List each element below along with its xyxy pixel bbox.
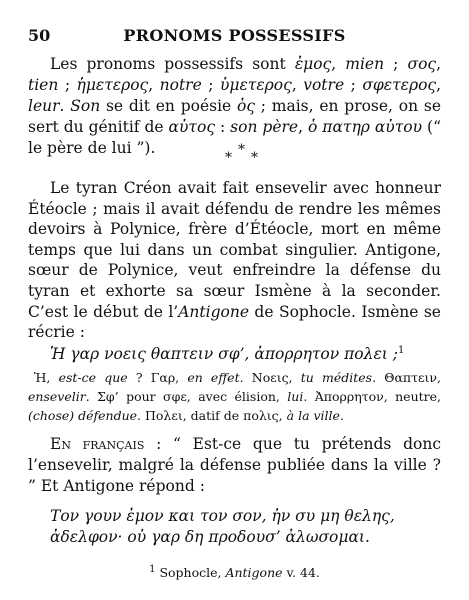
note-text: . Σφ’ pour σφε, avec élision,	[85, 389, 288, 404]
note-text: . Πολει, datif de πολις,	[137, 408, 287, 423]
french-gloss: votre	[303, 76, 345, 94]
french-gloss: Son	[70, 97, 101, 115]
intro-text: ,	[436, 76, 442, 94]
vocabulary-notes	[28, 368, 441, 425]
separator-star: *	[238, 142, 245, 158]
greek-word: σφετερος	[362, 76, 437, 94]
intro-text: ;	[384, 55, 408, 73]
footnote-work: Antigone	[225, 565, 283, 581]
note-text: .	[339, 408, 344, 423]
narrative-text: Le tyran Créon avait fait ensevelir avec honneur Étéocle ; mais il avait défendu de rendre les mêmes devoirs à Polynice, frère d’Étéocle, mort en même temps que lui dans un combat singulier. Antigone, sœur de Polynice, veut enfreindre la défense du tyran et exhorte sa sœur Ismène à la seconder. C’est le début de l’	[28, 179, 441, 321]
intro-text: Les pronoms possessifs sont	[50, 55, 295, 73]
intro-text: ;	[344, 76, 363, 94]
note-text: . Νοεις,	[239, 370, 301, 385]
note-text: . Θαπτειν,	[372, 370, 442, 385]
note-gloss: est-ce que	[58, 370, 128, 385]
intro-text: ;	[201, 76, 220, 94]
greek-phrase: ὁ πατηρ αὐτου	[307, 118, 423, 136]
intro-paragraph	[28, 54, 441, 159]
translation-paragraph	[28, 434, 441, 497]
intro-text: ,	[148, 76, 160, 94]
separator-star: *	[251, 150, 258, 166]
intro-text: .	[59, 97, 71, 115]
intro-text: (“ le père de lui ”).	[28, 118, 441, 157]
narrative-paragraph	[28, 178, 441, 343]
note-gloss: en effet	[187, 370, 240, 385]
section-separator	[28, 142, 441, 173]
narrative-text: de Sophocle. Ismène se récrie :	[28, 302, 441, 342]
note-text: ? Γαρ,	[127, 370, 188, 385]
french-gloss: leur	[28, 97, 60, 115]
note-gloss: lui	[287, 389, 304, 404]
separator-star: *	[225, 150, 232, 166]
greek-reply-line: Τον γουν ἐμον και τον σον, ἠν συ μη θελης,	[50, 507, 395, 525]
running-head: PRONOMS POSSESSIFS	[123, 26, 346, 45]
note-text: Ἡ,	[34, 370, 59, 385]
greek-word: ἐμος	[294, 55, 332, 73]
french-gloss: mien	[345, 55, 385, 73]
greek-word: αὐτος	[168, 118, 216, 136]
page-header	[28, 26, 441, 48]
greek-quote	[50, 340, 441, 365]
greek-quote-text: Ἡ γαρ νοεις θαπτειν σφ’, ἀπορρητον πολει ;	[50, 345, 398, 364]
translation-label: En français	[50, 435, 145, 453]
intro-text: :	[215, 118, 231, 136]
intro-text: ;	[58, 76, 77, 94]
footnote-verse: v. 44.	[282, 565, 320, 581]
page-number: 50	[28, 26, 51, 45]
note-gloss: à la ville	[286, 408, 340, 423]
footnote-reference: 1	[398, 345, 405, 356]
intro-text: ; mais, en prose, on se sert du génitif de	[28, 97, 441, 136]
greek-reply-line: ἀδελφον· οὐ γαρ δη προδουσ’ ἁλωσομαι.	[50, 528, 370, 546]
greek-word: ὑμετερος	[219, 76, 292, 94]
greek-reply	[50, 506, 441, 548]
translation-text: : “ Est-ce que tu prétends donc l’ensevelir, malgré la défense publiée dans la ville ? ” Et Antigone répond :	[28, 435, 441, 495]
intro-text: ,	[298, 118, 308, 136]
note-gloss: ensevelir	[28, 389, 86, 404]
intro-text: ,	[436, 55, 442, 73]
greek-word: σος	[407, 55, 437, 73]
french-gloss: son père	[230, 118, 299, 136]
note-gloss: tu médites	[300, 370, 373, 385]
intro-text: ,	[291, 76, 304, 94]
greek-word: ὁς	[236, 97, 255, 115]
intro-text: ,	[331, 55, 346, 73]
greek-word: ἡμετερος	[76, 76, 149, 94]
note-text: . Ἀπορρητον, neutre,	[303, 389, 441, 404]
work-title: Antigone	[178, 302, 249, 321]
note-gloss: (chose) défendue	[28, 408, 138, 423]
french-gloss: notre	[159, 76, 202, 94]
footnote-author: Sophocle,	[159, 565, 226, 581]
footnote	[28, 559, 441, 583]
intro-text: se dit en poésie	[100, 97, 237, 115]
french-gloss: tien	[28, 76, 59, 94]
footnote-marker: 1	[149, 564, 156, 575]
